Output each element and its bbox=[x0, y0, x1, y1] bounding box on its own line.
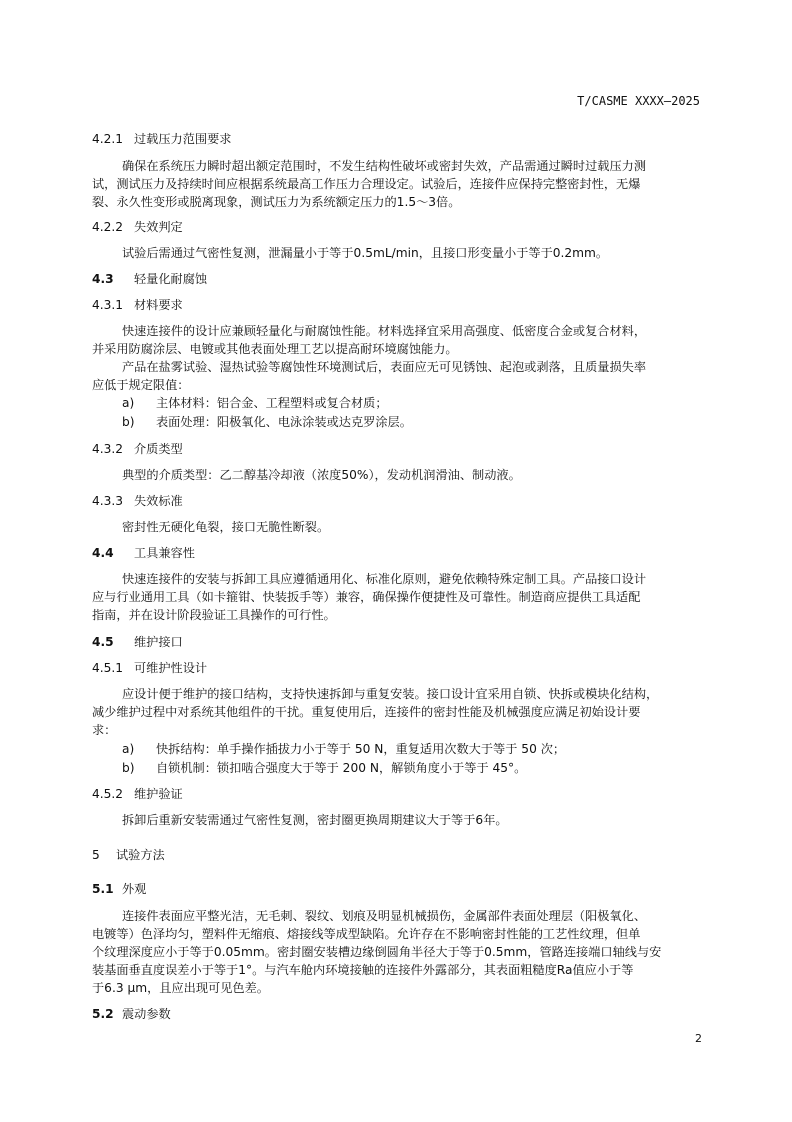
paragraph-line: 应设计便于维护的接口结构，支持快速拆卸与重复安装。接口设计宜采用自锁、快拆或模块化结构， bbox=[122, 687, 659, 701]
paragraph-line: 指南，并在设计阶段验证工具操作的可行性。 bbox=[92, 608, 336, 622]
paragraph-line: 连接件表面应平整光洁，无毛刺、裂纹、划痕及明显机械损伤，金属部件表面处理层（阳极氧化、 bbox=[122, 909, 647, 923]
page-number: 2 bbox=[695, 1032, 702, 1045]
paragraph-line: 试验后需通过气密性复测，泄漏量小于等于0.5mL/min，且接口形变量小于等于0.2mm。 bbox=[122, 246, 609, 260]
paragraph-line: 应低于规定限值： bbox=[92, 378, 190, 392]
chapter-heading: 5 试验方法 bbox=[92, 848, 165, 862]
section-heading: 4.2.2 失效判定 bbox=[92, 220, 183, 234]
paragraph-line: 确保在系统压力瞬时超出额定范围时，不发生结构性破坏或密封失效，产品需通过瞬时过载压力测 bbox=[122, 159, 647, 173]
list-item: a) 主体材料：铝合金、工程塑料或复合材质； bbox=[122, 396, 388, 410]
section-heading: 4.3.2 介质类型 bbox=[92, 442, 183, 456]
paragraph-line: 拆卸后重新安装需通过气密性复测，密封圈更换周期建议大于等于6年。 bbox=[122, 813, 508, 827]
section-heading: 5.2 震动参数 bbox=[92, 1007, 171, 1021]
section-heading: 5.1 外观 bbox=[92, 882, 147, 896]
section-heading: 4.3.3 失效标准 bbox=[92, 494, 183, 508]
section-heading: 4.4 工具兼容性 bbox=[92, 546, 195, 560]
paragraph-line: 于6.3 μm，且应出现可见色差。 bbox=[92, 981, 269, 995]
list-item: a) 快拆结构：单手操作插拔力小于等于 50 N，重复适用次数大于等于 50 次； bbox=[122, 742, 566, 756]
paragraph-line: 快速连接件的安装与拆卸工具应遵循通用化、标准化原则，避免依赖特殊定制工具。产品接口设计 bbox=[122, 572, 647, 586]
document-header: T/CASME XXXX—2025 bbox=[577, 94, 700, 108]
paragraph-line: 减少维护过程中对系统其他组件的干扰。重复使用后，连接件的密封性能及机械强度应满足初始设计要 bbox=[92, 705, 641, 719]
section-heading: 4.2.1 过载压力范围要求 bbox=[92, 132, 232, 146]
section-heading: 4.3.1 材料要求 bbox=[92, 298, 183, 312]
paragraph-line: 裂、永久性变形或脱离现象，测试压力为系统额定压力的1.5～3倍。 bbox=[92, 195, 461, 209]
paragraph-line: 典型的介质类型：乙二醇基冷却液（浓度50%），发动机润滑油、制动液。 bbox=[122, 468, 521, 482]
list-item: b) 自锁机制：锁扣啮合强度大于等于 200 N，解锁角度小于等于 45°。 bbox=[122, 761, 527, 775]
paragraph-line: 电镀等）色泽均匀，塑料件无缩痕、熔接线等成型缺陷。允许存在不影响密封性能的工艺性纹理，但单 bbox=[92, 927, 641, 941]
paragraph-line: 个纹理深度应小于等于0.05mm。密封圈安装槽边缘倒圆角半径大于等于0.5mm，管路连接端口轴线与安 bbox=[92, 945, 662, 959]
paragraph-line: 密封性无硬化龟裂，接口无脆性断裂。 bbox=[122, 520, 330, 534]
section-heading: 4.5 维护接口 bbox=[92, 635, 183, 649]
paragraph-line: 产品在盐雾试验、湿热试验等腐蚀性环境测试后，表面应无可见锈蚀、起泡或剥落，且质量损失率 bbox=[122, 360, 647, 374]
section-heading: 4.3 轻量化耐腐蚀 bbox=[92, 272, 208, 286]
paragraph-line: 装基面垂直度误差小于等于1°。与汽车舱内环境接触的连接件外露部分，其表面粗糙度Ra值应小于等 bbox=[92, 963, 634, 977]
paragraph-line: 求： bbox=[92, 723, 117, 737]
paragraph-line: 并采用防腐涂层、电镀或其他表面处理工艺以提高耐环境腐蚀能力。 bbox=[92, 342, 458, 356]
list-item: b) 表面处理：阳极氧化、电泳涂装或达克罗涂层。 bbox=[122, 415, 412, 429]
paragraph-line: 快速连接件的设计应兼顾轻量化与耐腐蚀性能。材料选择宜采用高强度、低密度合金或复合材料， bbox=[122, 324, 647, 338]
section-heading: 4.5.2 维护验证 bbox=[92, 787, 183, 801]
section-heading: 4.5.1 可维护性设计 bbox=[92, 661, 208, 675]
paragraph-line: 试，测试压力及持续时间应根据系统最高工作压力合理设定。试验后，连接件应保持完整密封性，无爆 bbox=[92, 177, 641, 191]
paragraph-line: 应与行业通用工具（如卡箍钳、快装扳手等）兼容，确保操作便捷性及可靠性。制造商应提供工具适配 bbox=[92, 590, 641, 604]
